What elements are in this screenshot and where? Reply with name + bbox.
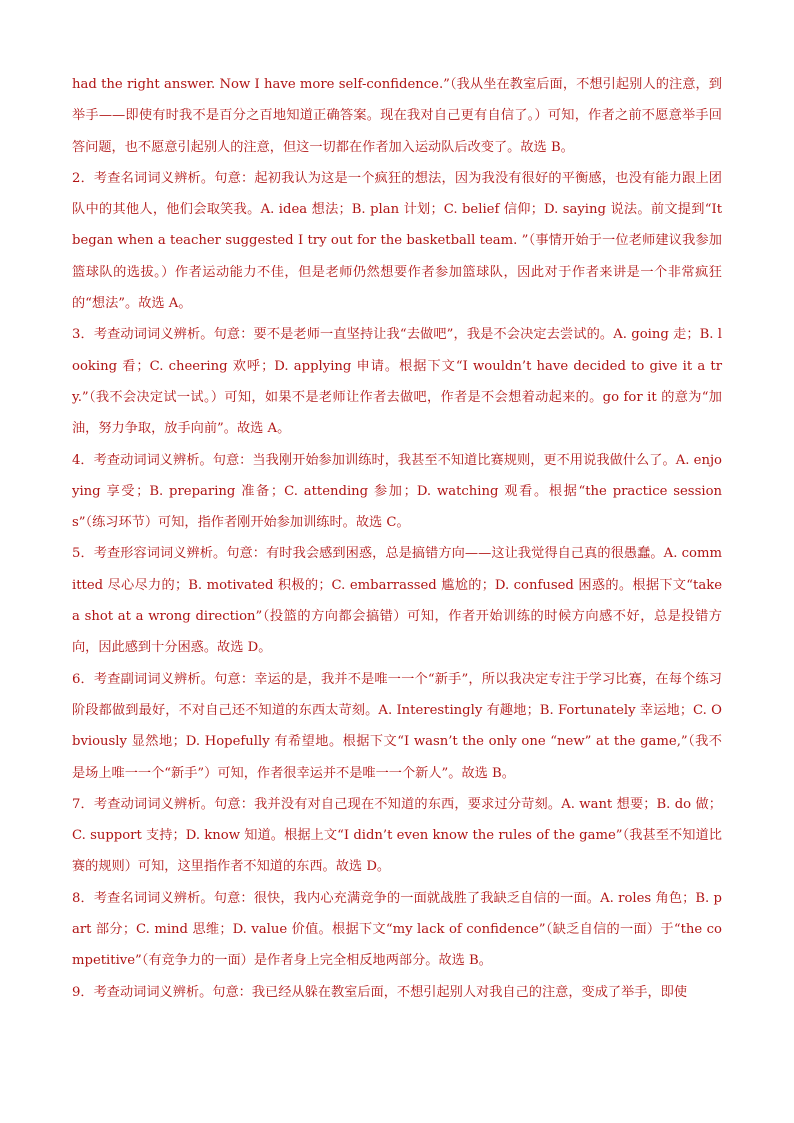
paragraph-item-4: 4．考查动词词义辨析。句意：当我刚开始参加训练时，我甚至不知道比赛规则，更不用说我做什么了。A. enjoying 享受；B. preparing 准备；C. attending 参加；D. watching 观看。根据“the practice sessions”（练习环节）可知，指作者刚开始参加训练时。故选 C。 [72, 452, 722, 531]
document-body [72, 69, 722, 1008]
paragraph-item-8: 8．考查名词词义辨析。句意：很快，我内心充满竞争的一面就战胜了我缺乏自信的一面。A. roles 角色；B. part 部分；C. mind 思维；D. value 价值。根据下文“my lack of confidence”（缺乏自信的一面）于“the competitive”（有竞争力的一面）是作者身上完全相反地两部分。故选 B。 [72, 890, 722, 969]
paragraph-item-6: 6．考查副词词义辨析。句意：幸运的是，我并不是唯一一个“新手”，所以我决定专注于学习比赛，在每个练习阶段都做到最好，不对自己还不知道的东西太苛刻。A. Interestingly 有趣地；B. Fortunately 幸运地；C. Obviously 显然地；D. Hopefully 有希望地。根据下文“I wasn’t the only one “new” at the game,”（我不是场上唯一一个“新手”）可知，作者很幸运并不是唯一一个新人”。故选 B。 [72, 671, 722, 781]
paragraph-item-2: 2．考查名词词义辨析。句意：起初我认为这是一个疯狂的想法，因为我没有很好的平衡感，也没有能力跟上团队中的其他人，他们会取笑我。A. idea 想法；B. plan 计划；C. belief 信仰；D. saying 说法。前文提到“It began when a teacher suggested I try out for the basketball team. ”（事情开始于一位老师建议我参加篮球队的选拔。）作者运动能力不佳，但是老师仍然想要作者参加篮球队，因此对于作者来讲是一个非常疯狂的“想法”。故选 A。 [72, 170, 722, 312]
paragraph-item-5: 5．考查形容词词义辨析。句意：有时我会感到困惑，总是搞错方向——这让我觉得自己真的很愚蠢。A. committed 尽心尽力的；B. motivated 积极的；C. embarrassed 尴尬的；D. confused 困惑的。根据下文“take a shot at a wrong direction”（投篮的方向都会搞错）可知，作者开始训练的时候方向感不好，总是投错方向，因此感到十分困惑。故选 D。 [72, 546, 722, 656]
paragraph-item-3: 3．考查动词词义辨析。句意：要不是老师一直坚持让我“去做吧”，我是不会决定去尝试的。A. going 走；B. looking 看；C. cheering 欢呼；D. applying 申请。根据下文“I wouldn’t have decided to give it a try.”（我不会决定试一试。）可知，如果不是老师让作者去做吧，作者是不会想着动起来的。go for it 的意为“加油，努力争取，放手向前”。故选 A。 [72, 327, 722, 437]
paragraph-item-9: 9．考查动词词义辨析。句意：我已经从躲在教室后面，不想引起别人对我自己的注意，变成了举手，即使 [72, 984, 688, 1000]
paragraph-item-7: 7．考查动词词义辨析。句意：我并没有对自己现在不知道的东西，要求过分苛刻。A. want 想要；B. do 做；C. support 支持；D. know 知道。根据上文“I didn’t even know the rules of the game”（我甚至不知道比赛的规则）可知，这里指作者不知道的东西。故选 D。 [72, 796, 722, 875]
paragraph-continuation: had the right answer. Now I have more self-confidence.”（我从坐在教室后面，不想引起别人的注意，到举手——即使有时我不是百分之百地知道正确答案。现在我对自己更有自信了。）可知，作者之前不愿意举手回答问题，也不愿意引起别人的注意，但这一切都在作者加入运动队后改变了。故选 B。 [72, 77, 722, 155]
